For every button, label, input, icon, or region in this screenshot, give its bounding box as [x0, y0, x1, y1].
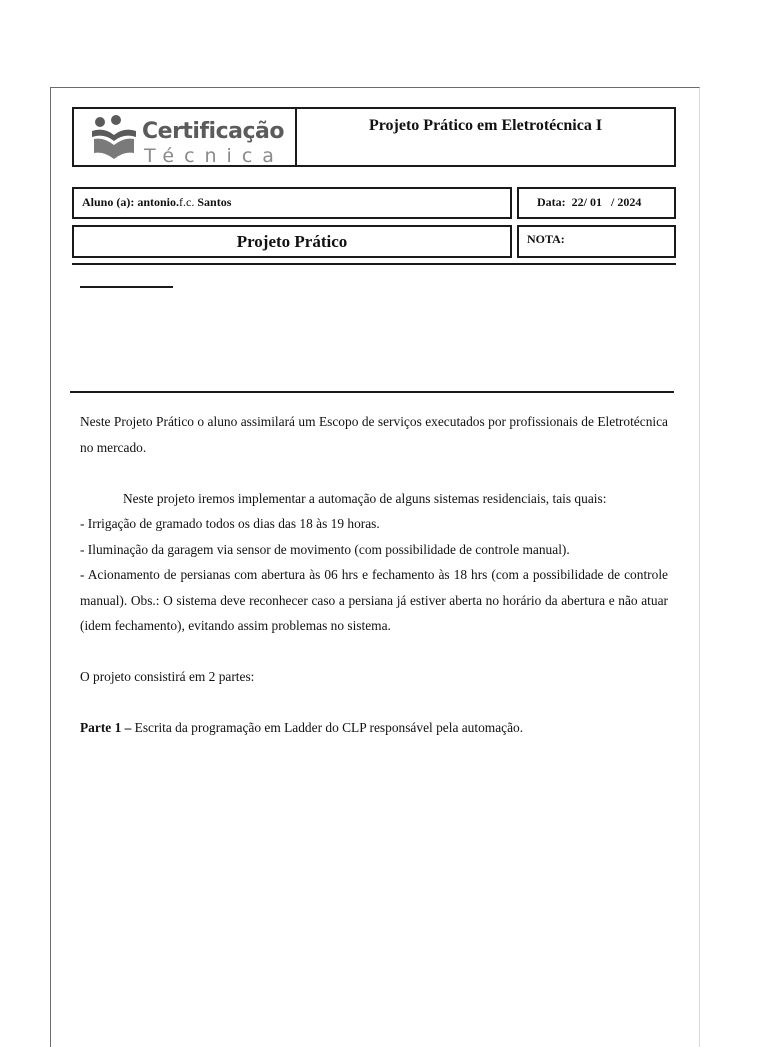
project-label: Projeto Prático — [236, 232, 348, 251]
part1-label: Parte 1 – — [80, 720, 132, 735]
logo-text-tecnica: Técnica — [144, 145, 284, 167]
student-name-initials: f.c. — [179, 195, 195, 209]
part1-paragraph — [80, 715, 668, 741]
systems-paragraph: Neste projeto iremos implementar a automação de alguns sistemas residenciais, tais quais: — [123, 490, 607, 506]
book-people-icon — [90, 115, 138, 161]
title-cell — [295, 107, 676, 167]
part1-text: Escrita da programação em Ladder do CLP responsável pela automação. — [131, 720, 524, 735]
project-cell — [72, 225, 512, 258]
item-blinds: - Acionamento de persianas com abertura às 06 hrs e fechamento às 18 hrs (com a possibilidade de controle manual). Obs.: O sistema deve reconhecer caso a persiana já estiver aberta no horário da abertura e não atuar (idem fechamento), evitando assim problemas no sistema. — [80, 567, 668, 633]
logo-cell — [72, 107, 296, 167]
nota-cell — [517, 225, 676, 258]
section-divider — [70, 391, 674, 393]
date-field: Data: 22/ 01 / 2024 — [537, 195, 642, 209]
item-lighting: - Iluminação da garagem via sensor de movimento (com possibilidade de controle manual). — [80, 541, 570, 557]
student-field — [82, 195, 231, 210]
intro-paragraph: Neste Projeto Prático o aluno assimilará um Escopo de serviços executados por profissionais de Eletrotécnica no mercado. — [80, 414, 668, 455]
header-divider — [72, 263, 676, 265]
document-title: Projeto Prático em Eletrotécnica I — [368, 117, 603, 134]
certificacao-tecnica-logo — [90, 115, 290, 165]
item-irrigation: - Irrigação de gramado todos os dias das 18 às 19 horas. — [80, 516, 380, 531]
body-text — [80, 409, 668, 741]
student-name-rest: Santos — [194, 195, 232, 209]
short-underline — [80, 286, 173, 288]
student-cell — [72, 187, 512, 219]
date-cell — [517, 187, 676, 219]
student-label: Aluno (a): antonio. — [82, 195, 180, 209]
nota-label: NOTA: — [527, 232, 565, 246]
parts-intro: O projeto consistirá em 2 partes: — [80, 669, 255, 684]
logo-text-certificacao: Certificação — [142, 119, 284, 144]
